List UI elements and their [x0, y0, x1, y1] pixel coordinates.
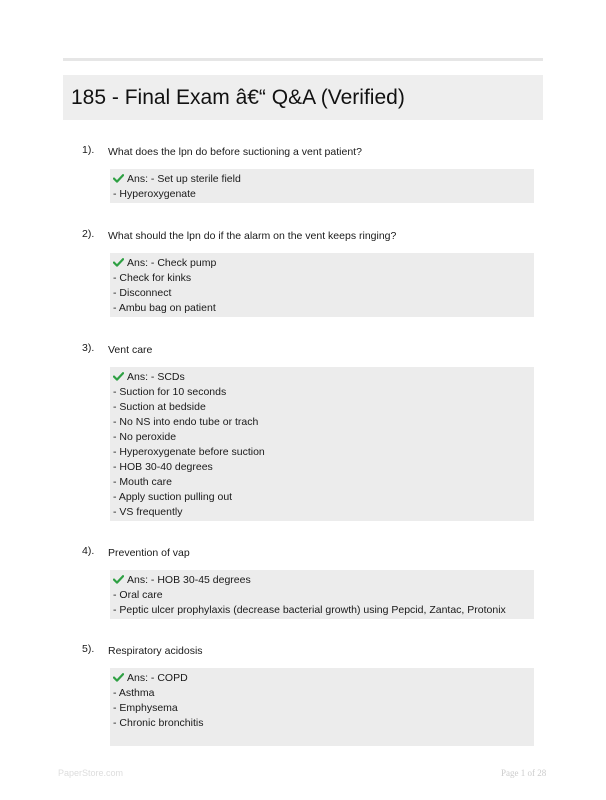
question-number: 3). [82, 342, 95, 354]
question-text: Vent care [108, 344, 153, 356]
answer-line [113, 686, 534, 701]
answer-line-text: - Peptic ulcer prophylaxis (decrease bacterial growth) using Pepcid, Zantac, Protonix [113, 604, 506, 616]
answer-line-text: - Oral care [113, 589, 163, 601]
answer-line [113, 701, 534, 716]
answer-line [113, 716, 534, 731]
checkmark-icon [113, 672, 124, 681]
answer-line [113, 430, 534, 445]
answer-line-text: Ans: - COPD [127, 672, 188, 684]
answer-line [113, 256, 534, 271]
answer-line-text: - Hyperoxygenate before suction [113, 446, 265, 458]
answer-line [113, 588, 534, 603]
answer-line [113, 301, 534, 316]
question-text: Respiratory acidosis [108, 645, 203, 657]
page-title: 185 - Final Exam â€“ Q&A (Verified) [71, 85, 405, 109]
checkmark-icon [113, 371, 124, 380]
answer-line [113, 573, 534, 588]
answer-line-text: - Chronic bronchitis [113, 717, 204, 729]
question-number: 4). [82, 545, 95, 557]
top-divider [63, 58, 543, 61]
answer-line [113, 415, 534, 430]
checkmark-icon [113, 574, 124, 583]
answer-line-text: - Emphysema [113, 702, 178, 714]
answer-line [113, 187, 534, 202]
answer-line-text: - Suction for 10 seconds [113, 386, 227, 398]
answer-line [113, 400, 534, 415]
answer-line-text: - Disconnect [113, 287, 172, 299]
title-banner [63, 75, 543, 120]
answer-box [110, 169, 534, 203]
answer-line-text: - Check for kinks [113, 272, 192, 284]
question-number: 1). [82, 144, 95, 156]
answer-box [110, 253, 534, 317]
answer-line-text: - HOB 30-40 degrees [113, 461, 213, 473]
page-number: Page 1 of 28 [501, 768, 547, 778]
answer-line [113, 172, 534, 187]
answer-line [113, 460, 534, 475]
answer-line [113, 271, 534, 286]
answer-line-text: Ans: - Set up sterile field [127, 173, 241, 185]
answer-line-text: Ans: - HOB 30-45 degrees [127, 574, 251, 586]
question-number: 5). [82, 643, 95, 655]
question-text: What does the lpn do before suctioning a vent patient? [108, 146, 362, 158]
answer-line-text: - VS frequently [113, 506, 183, 518]
answer-line-text: - Asthma [113, 687, 155, 699]
answer-line-text: - No peroxide [113, 431, 177, 443]
answer-line-text: - Suction at bedside [113, 401, 206, 413]
question-text: What should the lpn do if the alarm on the vent keeps ringing? [108, 230, 397, 242]
question-number: 2). [82, 228, 95, 240]
answer-line-text: - No NS into endo tube or trach [113, 416, 259, 428]
answer-line [113, 286, 534, 301]
answer-line [113, 385, 534, 400]
answer-line-text: Ans: - Check pump [127, 257, 217, 269]
question-text: Prevention of vap [108, 547, 190, 559]
checkmark-icon [113, 173, 124, 182]
answer-line [113, 505, 534, 520]
answer-line [113, 603, 534, 618]
answer-box [110, 367, 534, 521]
answer-line [113, 671, 534, 686]
answer-line-text: - Hyperoxygenate [113, 188, 196, 200]
answer-line [113, 370, 534, 385]
answer-box [110, 570, 534, 619]
answer-line-text: Ans: - SCDs [127, 371, 185, 383]
answer-line-text: - Ambu bag on patient [113, 302, 216, 314]
answer-line [113, 475, 534, 490]
answer-line [113, 445, 534, 460]
footer-watermark: PaperStore.com [58, 768, 124, 778]
answer-line-text: - Mouth care [113, 476, 172, 488]
answer-line [113, 490, 534, 505]
checkmark-icon [113, 257, 124, 266]
answer-box [110, 668, 534, 746]
answer-line-text: - Apply suction pulling out [113, 491, 233, 503]
